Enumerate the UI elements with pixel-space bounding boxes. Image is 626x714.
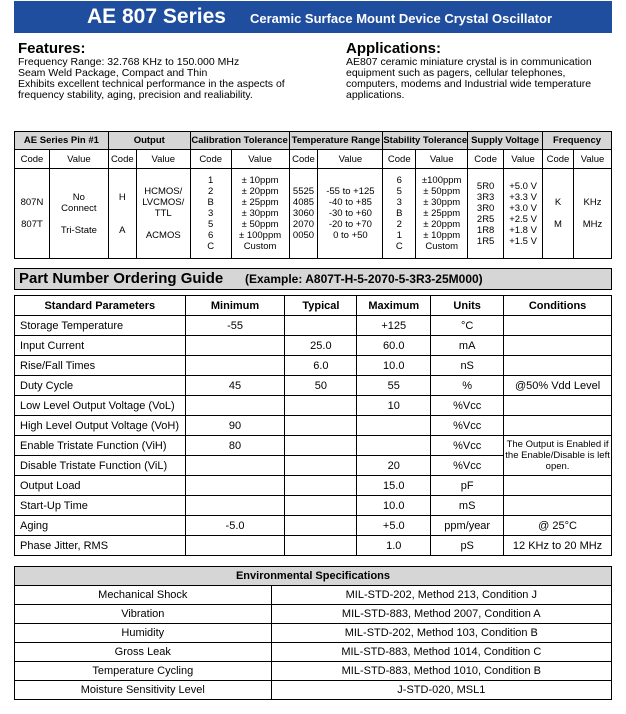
table-row [15, 643, 612, 662]
param-max: +125 [357, 316, 431, 336]
param-min [185, 496, 285, 516]
table-row [15, 336, 612, 356]
param-min [185, 476, 285, 496]
param-min: 80 [185, 436, 285, 456]
table-row [15, 316, 612, 336]
value-header: Value [318, 150, 383, 169]
param-max: 10 [357, 396, 431, 416]
param-units: mA [431, 336, 504, 356]
stability-values: ±100ppm ± 50ppm ± 30ppm ± 25ppm ± 20ppm ± 10ppm Custom [416, 169, 468, 259]
frequency-values: KHz MHz [573, 169, 611, 259]
pin-values: No Connect Tri-State [49, 169, 108, 259]
table-row [15, 605, 612, 624]
code-header: Code [108, 150, 136, 169]
value-header: Value [504, 150, 543, 169]
table-row [15, 516, 612, 536]
param-name: Rise/Fall Times [15, 356, 186, 376]
param-conditions [504, 336, 612, 356]
table-row [15, 624, 612, 643]
pin-codes: 807N 807T [15, 169, 50, 259]
frequency-codes: K M [543, 169, 574, 259]
env-standard: MIL-STD-202, Method 103, Condition B [271, 624, 611, 643]
table-row [15, 376, 612, 396]
output-group-header: Output [108, 132, 190, 150]
code-header: Code [15, 150, 50, 169]
table-row [15, 396, 612, 416]
value-header: Value [231, 150, 289, 169]
applications-line: AE807 ceramic miniature crystal is in communication [346, 56, 592, 68]
param-max: 10.0 [357, 496, 431, 516]
table-row [15, 536, 612, 556]
param-conditions [504, 496, 612, 516]
param-units: °C [431, 316, 504, 336]
env-test: Gross Leak [15, 643, 272, 662]
param-units: pS [431, 536, 504, 556]
table-row [15, 476, 612, 496]
typ-header: Typical [285, 296, 357, 316]
param-units: nS [431, 356, 504, 376]
environmental-title: Environmental Specifications [15, 567, 612, 586]
calibration-codes: 1 2 B 3 5 6 C [190, 169, 231, 259]
output-codes: H A [108, 169, 136, 259]
env-test: Vibration [15, 605, 272, 624]
table-row [15, 662, 612, 681]
param-typ: 6.0 [285, 356, 357, 376]
table-row [15, 356, 612, 376]
param-name: Input Current [15, 336, 186, 356]
param-conditions [504, 356, 612, 376]
param-typ [285, 536, 357, 556]
param-max: 55 [357, 376, 431, 396]
ordering-guide-banner [14, 268, 612, 290]
env-standard: MIL-STD-202, Method 213, Condition J [271, 586, 611, 605]
param-typ [285, 496, 357, 516]
value-header: Value [573, 150, 611, 169]
param-max: +5.0 [357, 516, 431, 536]
param-name: Output Load [15, 476, 186, 496]
param-typ [285, 396, 357, 416]
env-standard: MIL-STD-883, Method 2007, Condition A [271, 605, 611, 624]
code-header: Code [543, 150, 574, 169]
table-row [15, 496, 612, 516]
series-title: AE 807 Series [87, 5, 226, 28]
param-conditions [504, 316, 612, 336]
code-header: Code [289, 150, 318, 169]
param-units: %Vcc [431, 416, 504, 436]
features-line: frequency stability, aging, precision and realiability. [18, 89, 253, 101]
environmental-table [14, 566, 612, 700]
param-units: %Vcc [431, 396, 504, 416]
param-units: % [431, 376, 504, 396]
pin-group-header: AE Series Pin #1 [15, 132, 109, 150]
param-units: %Vcc [431, 436, 504, 456]
temperature-values: -55 to +125 -40 to +85 -30 to +60 -20 to +70 0 to +50 [318, 169, 383, 259]
param-typ [285, 476, 357, 496]
features-heading: Features: [18, 40, 86, 57]
param-name: Low Level Output Voltage (VoL) [15, 396, 186, 416]
param-conditions [504, 396, 612, 416]
table-row [15, 681, 612, 700]
value-header: Value [49, 150, 108, 169]
param-typ: 50 [285, 376, 357, 396]
stability-codes: 6 5 3 B 2 1 C [383, 169, 416, 259]
param-max: 15.0 [357, 476, 431, 496]
param-max: 20 [357, 456, 431, 476]
features-line: Seam Weld Package, Compact and Thin [18, 67, 208, 79]
param-name: Phase Jitter, RMS [15, 536, 186, 556]
calibration-group-header: Calibration Tolerance [190, 132, 289, 150]
param-name: Storage Temperature [15, 316, 186, 336]
env-standard: MIL-STD-883, Method 1014, Condition C [271, 643, 611, 662]
calibration-values: ± 10ppm ± 20ppm ± 25ppm ± 30ppm ± 50ppm ± 100ppm Custom [231, 169, 289, 259]
param-typ [285, 456, 357, 476]
param-min [185, 536, 285, 556]
features-line: Frequency Range: 32.768 KHz to 150.000 MHz [18, 56, 240, 68]
table-row [15, 586, 612, 605]
param-conditions: @ 25°C [504, 516, 612, 536]
env-standard: MIL-STD-883, Method 1010, Condition B [271, 662, 611, 681]
param-min [185, 396, 285, 416]
min-header: Minimum [185, 296, 285, 316]
param-conditions [504, 476, 612, 496]
tristate-note: The Output is Enabled if the Enable/Disable is left open. [504, 436, 612, 476]
param-units: mS [431, 496, 504, 516]
env-test: Moisture Sensitivity Level [15, 681, 272, 700]
voltage-codes: 5R0 3R3 3R0 2R5 1R8 1R5 [468, 169, 504, 259]
spec-code-table [14, 131, 612, 259]
series-subtitle: Ceramic Surface Mount Device Crystal Oscillator [250, 11, 553, 26]
param-typ [285, 436, 357, 456]
env-test: Humidity [15, 624, 272, 643]
parameters-table [14, 295, 612, 556]
param-typ [285, 516, 357, 536]
applications-text [346, 57, 592, 101]
param-typ: 25.0 [285, 336, 357, 356]
temperature-codes: 5525 4085 3060 2070 0050 [289, 169, 318, 259]
table-row [15, 436, 612, 456]
value-header: Value [136, 150, 190, 169]
applications-line: applications. [346, 89, 405, 101]
param-name: High Level Output Voltage (VoH) [15, 416, 186, 436]
param-max: 60.0 [357, 336, 431, 356]
param-min: 45 [185, 376, 285, 396]
value-header: Value [416, 150, 468, 169]
param-max: 1.0 [357, 536, 431, 556]
code-header: Code [190, 150, 231, 169]
temperature-group-header: Temperature Range [289, 132, 383, 150]
param-min [185, 456, 285, 476]
ordering-guide-title: Part Number Ordering Guide [19, 270, 224, 287]
units-header: Units [431, 296, 504, 316]
features-line: Exhibits excellent technical performance in the aspects of [18, 78, 285, 90]
env-test: Temperature Cycling [15, 662, 272, 681]
param-min: -55 [185, 316, 285, 336]
param-name: Duty Cycle [15, 376, 186, 396]
param-name: Disable Tristate Function (ViL) [15, 456, 186, 476]
param-conditions [504, 416, 612, 436]
applications-line: computers, modems and Industrial wide temperature [346, 78, 592, 90]
applications-heading: Applications: [346, 40, 442, 57]
param-header: Standard Parameters [15, 296, 186, 316]
param-min [185, 356, 285, 376]
param-typ [285, 416, 357, 436]
voltage-group-header: Supply Voltage [468, 132, 543, 150]
env-test: Mechanical Shock [15, 586, 272, 605]
table-row [15, 416, 612, 436]
title-bar [14, 1, 612, 33]
voltage-values: +5.0 V +3.3 V +3.0 V +2.5 V +1.8 V +1.5 V [504, 169, 543, 259]
param-name: Aging [15, 516, 186, 536]
param-min: 90 [185, 416, 285, 436]
param-name: Start-Up Time [15, 496, 186, 516]
param-max: 10.0 [357, 356, 431, 376]
param-conditions: 12 KHz to 20 MHz [504, 536, 612, 556]
param-typ [285, 316, 357, 336]
param-min: -5.0 [185, 516, 285, 536]
env-standard: J-STD-020, MSL1 [271, 681, 611, 700]
code-header: Code [383, 150, 416, 169]
ordering-example: (Example: A807T-H-5-2070-5-3R3-25M000) [245, 272, 483, 286]
max-header: Maximum [357, 296, 431, 316]
param-name: Enable Tristate Function (ViH) [15, 436, 186, 456]
applications-line: equipment such as pagers, cellular telephones, [346, 67, 566, 79]
param-max [357, 416, 431, 436]
code-header: Code [468, 150, 504, 169]
stability-group-header: Stability Tolerance [383, 132, 468, 150]
param-units: pF [431, 476, 504, 496]
param-units: ppm/year [431, 516, 504, 536]
param-min [185, 336, 285, 356]
param-units: %Vcc [431, 456, 504, 476]
output-values: HCMOS/ LVCMOS/ TTL ACMOS [136, 169, 190, 259]
conditions-header: Conditions [504, 296, 612, 316]
param-conditions: @50% Vdd Level [504, 376, 612, 396]
frequency-group-header: Frequency [543, 132, 612, 150]
param-max [357, 436, 431, 456]
features-text [18, 57, 285, 101]
